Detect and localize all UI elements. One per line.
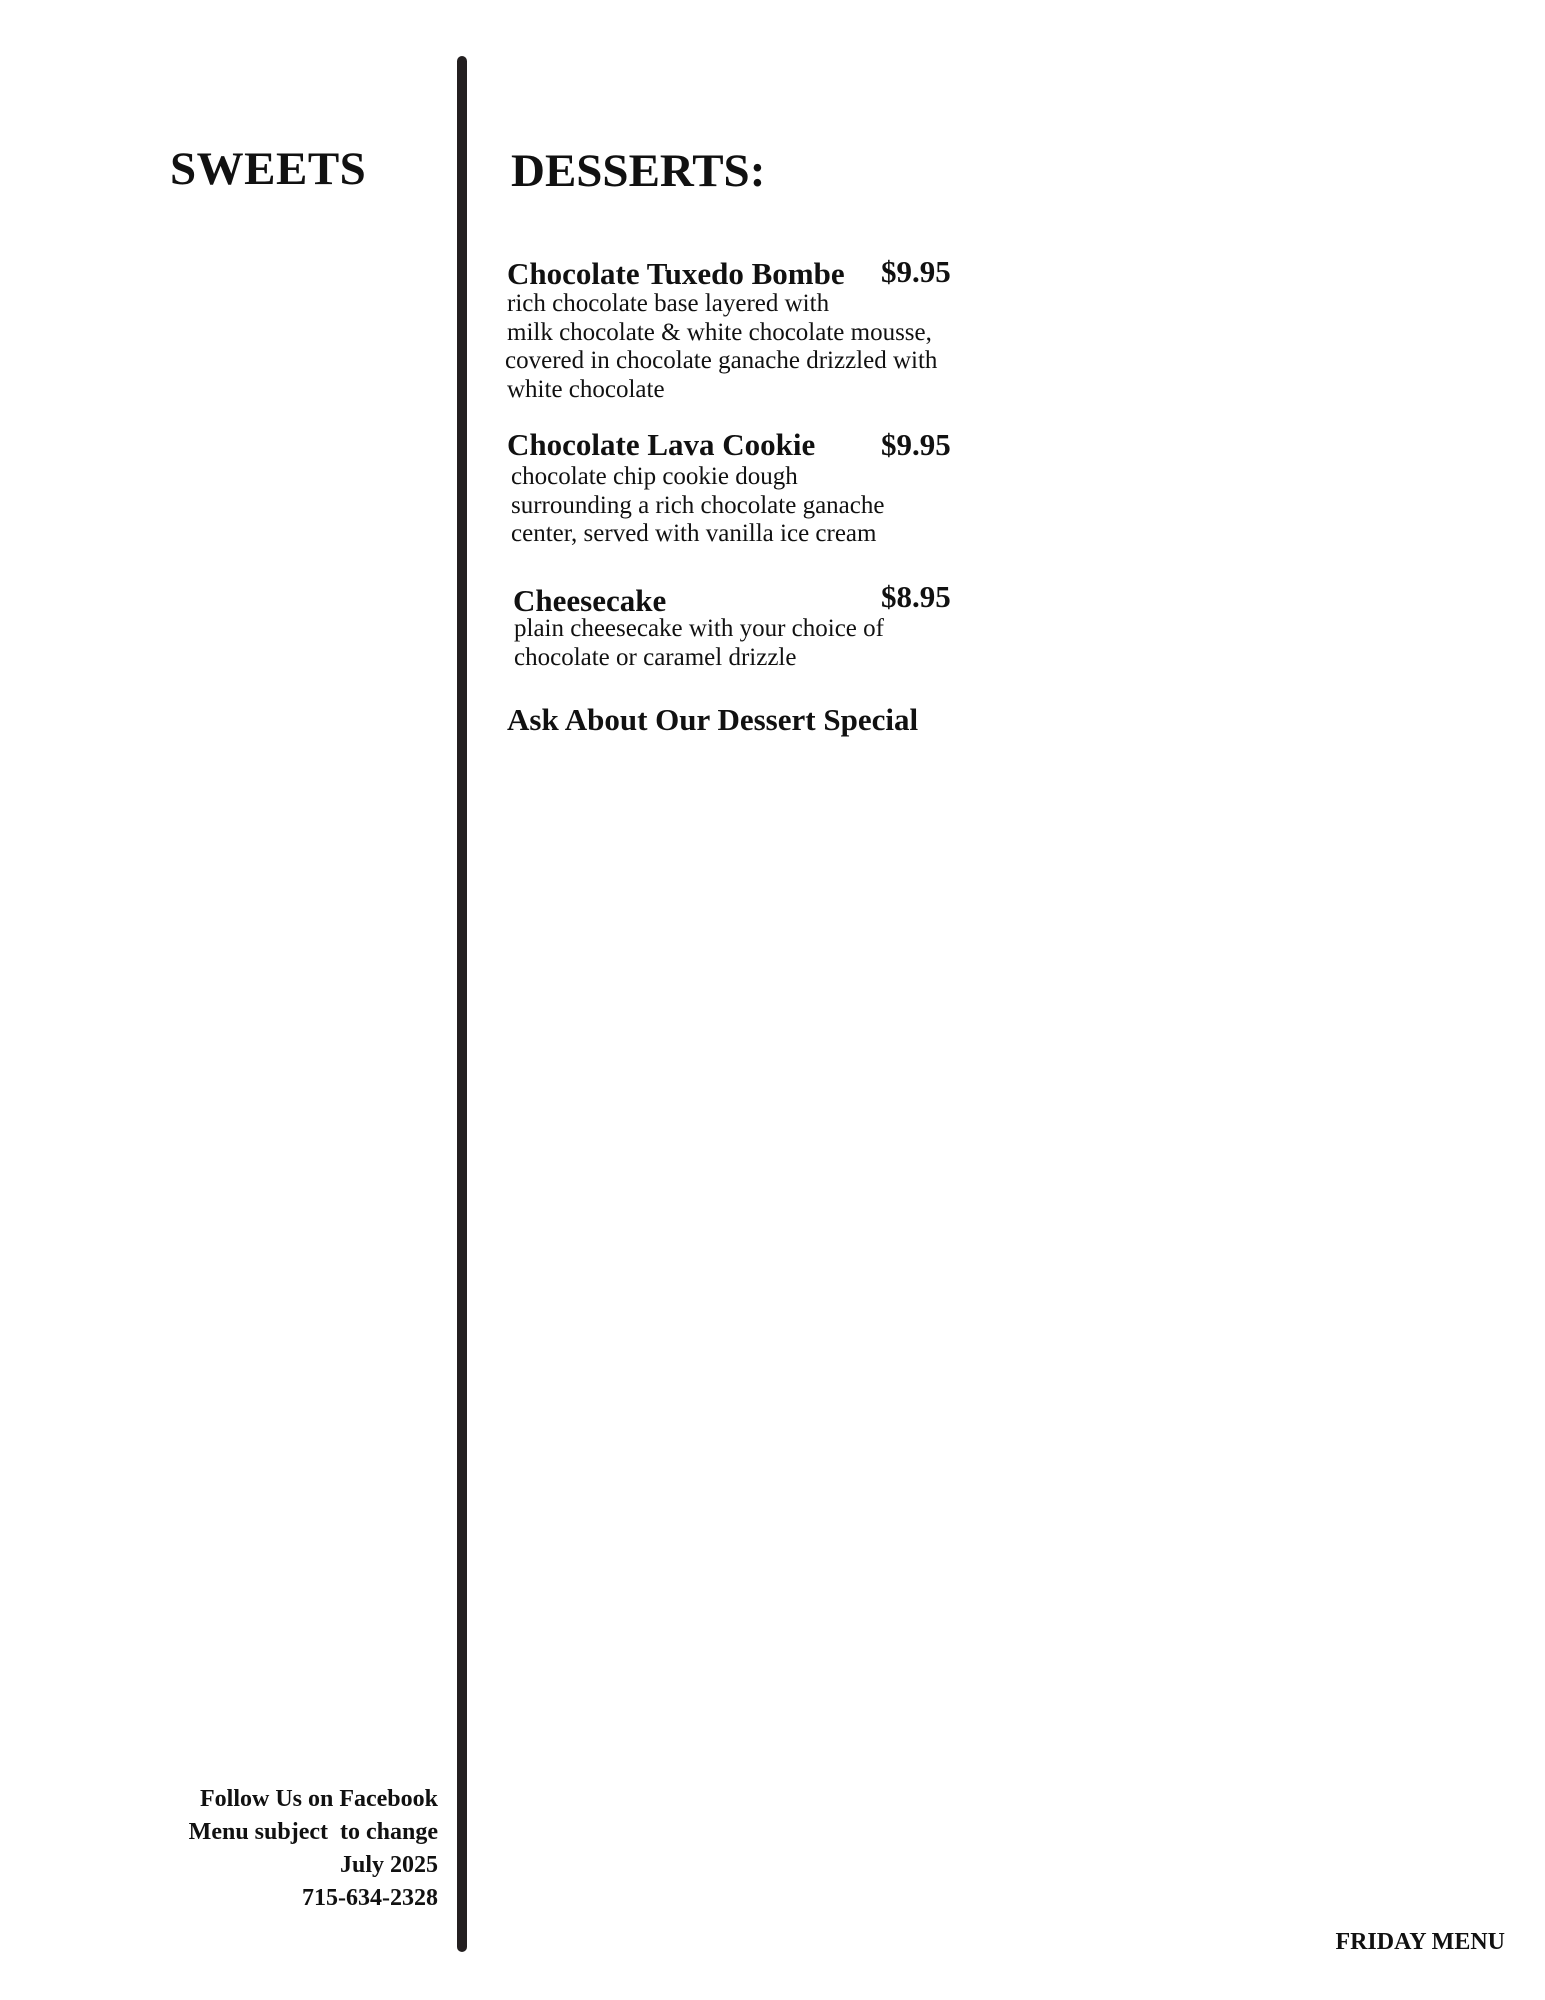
item-description-cheesecake	[514, 615, 884, 672]
menu-date: July 2025	[339, 1852, 438, 1878]
menu-label: FRIDAY MENU	[1335, 1929, 1505, 1955]
subject-to-change-note: Menu subject to change	[188, 1819, 438, 1845]
description-line: surrounding a rich chocolate ganache	[511, 491, 885, 519]
description-line: chocolate chip cookie dough	[511, 463, 798, 490]
sweets-heading: SWEETS	[170, 143, 367, 195]
dessert-special-note: Ask About Our Dessert Special	[507, 702, 919, 737]
description-line: covered in chocolate ganache drizzled with	[505, 347, 938, 374]
description-line: chocolate or caramel drizzle	[514, 643, 797, 671]
item-price-tuxedo-bombe: $9.95	[881, 254, 951, 289]
item-name-tuxedo-bombe: Chocolate Tuxedo Bombe	[507, 256, 845, 291]
footer-info	[189, 1783, 438, 1915]
facebook-note: Follow Us on Facebook	[199, 1786, 438, 1812]
description-line: rich chocolate base layered with	[507, 290, 830, 317]
description-line: milk chocolate & white chocolate mousse,	[507, 318, 932, 346]
phone-number: 715-634-2328	[302, 1885, 438, 1911]
item-name-lava-cookie: Chocolate Lava Cookie	[507, 427, 816, 462]
item-price-cheesecake: $8.95	[881, 579, 951, 614]
desserts-heading: DESSERTS:	[511, 145, 766, 197]
vertical-divider	[457, 56, 467, 1952]
description-line: white chocolate	[507, 375, 665, 403]
description-line: center, served with vanilla ice cream	[511, 520, 877, 547]
item-description-lava-cookie	[511, 463, 884, 549]
item-name-cheesecake: Cheesecake	[513, 583, 667, 618]
item-price-lava-cookie: $9.95	[881, 427, 951, 462]
description-line: plain cheesecake with your choice of	[514, 615, 884, 642]
item-description-tuxedo-bombe	[507, 290, 937, 404]
